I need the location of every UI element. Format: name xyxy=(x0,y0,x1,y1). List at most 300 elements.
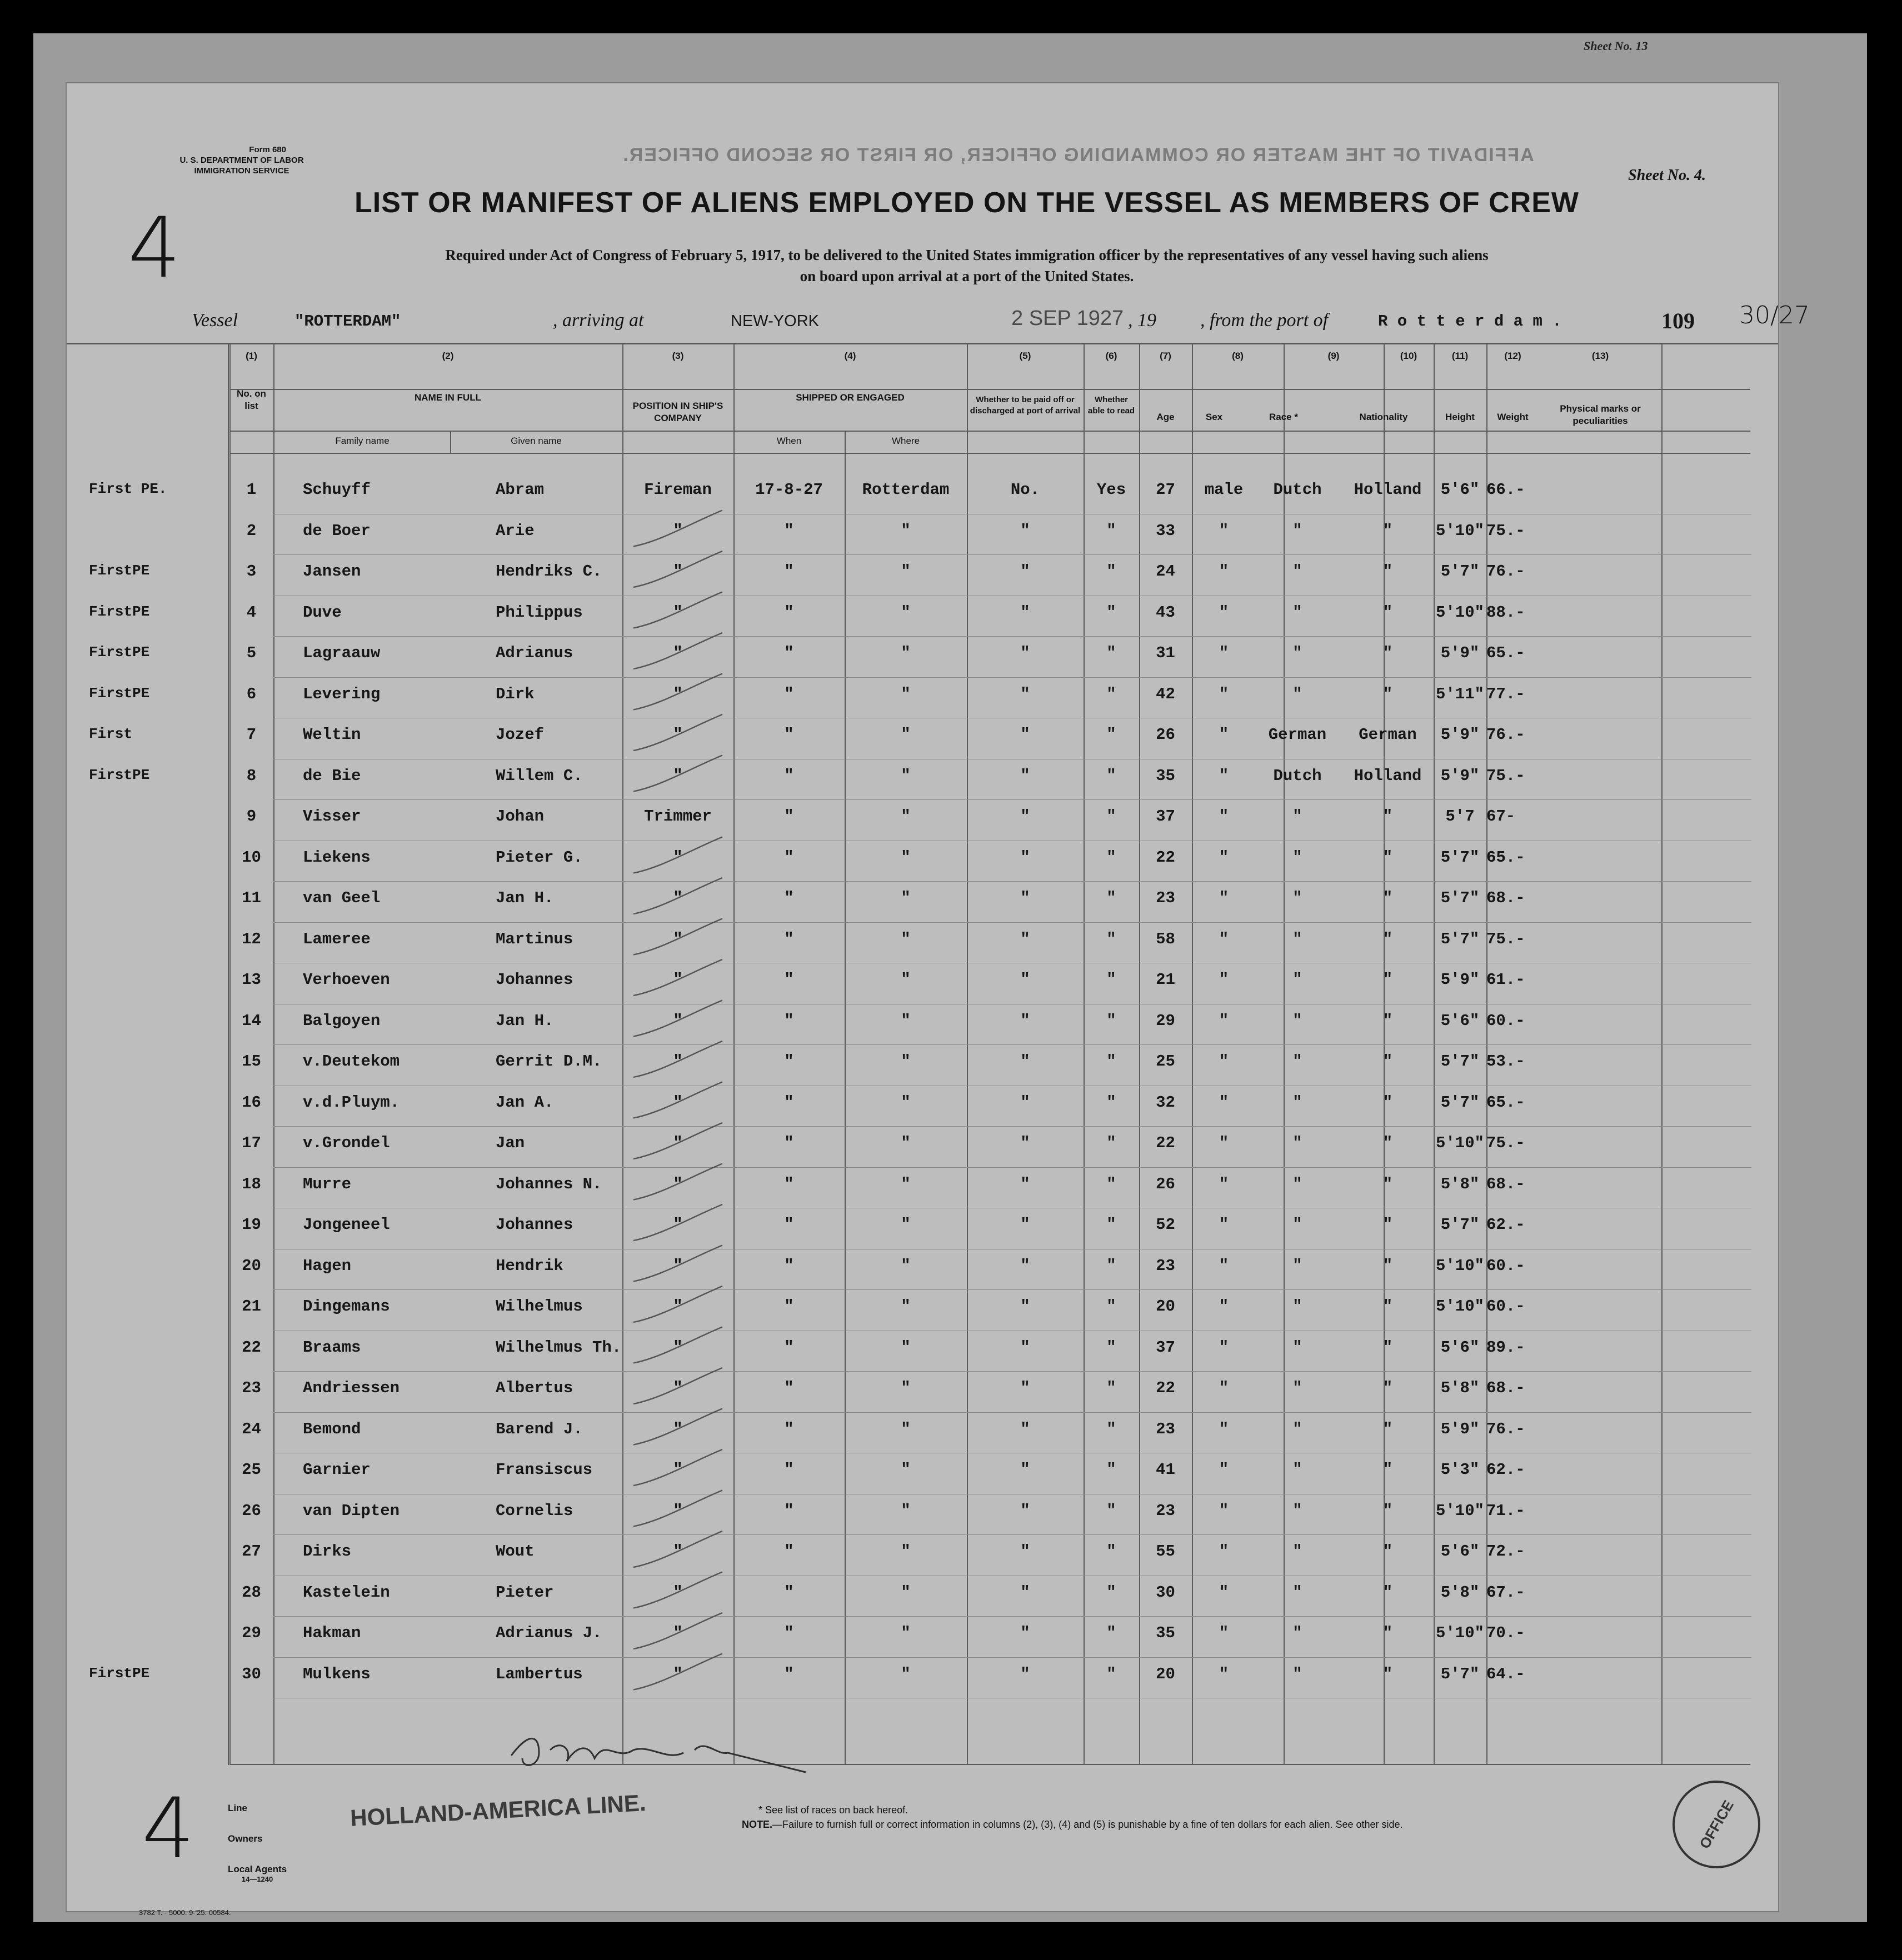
cell-age: 31 xyxy=(1156,644,1175,662)
office-stamp: OFFICE xyxy=(1656,1764,1776,1884)
cell-paid: " xyxy=(1020,726,1030,744)
cell-position: " xyxy=(673,1093,683,1112)
cell-given: Willem C. xyxy=(496,766,583,785)
col-num-11: (11) xyxy=(1451,351,1469,361)
cell-no: 17 xyxy=(242,1134,261,1152)
check-mark xyxy=(633,1368,722,1404)
row-rule xyxy=(273,881,1751,882)
cell-where: " xyxy=(901,1297,911,1316)
cell-read: " xyxy=(1106,684,1116,703)
cell-height: 5'7" xyxy=(1440,1052,1480,1071)
cell-note: FirstPE xyxy=(89,766,150,783)
cell-height: 5'9" xyxy=(1440,644,1480,662)
cell-where: " xyxy=(901,1583,911,1602)
cell-position: " xyxy=(673,1297,683,1316)
line-label: Line xyxy=(228,1803,247,1813)
check-mark xyxy=(633,1327,722,1363)
cell-sex: " xyxy=(1219,1542,1229,1561)
cell-when: " xyxy=(784,1338,794,1357)
col-num-5: (5) xyxy=(1019,351,1031,361)
cell-no: 2 xyxy=(246,521,257,540)
cell-where: " xyxy=(901,1052,911,1071)
cell-given: Jozef xyxy=(496,726,545,744)
cell-when: " xyxy=(784,1052,794,1071)
cell-no: 3 xyxy=(246,562,257,581)
cell-weight: 65.- xyxy=(1486,1093,1525,1112)
cell-paid: " xyxy=(1020,1093,1030,1112)
cell-no: 9 xyxy=(246,807,257,826)
cell-paid: " xyxy=(1020,1501,1030,1520)
cell-age: 33 xyxy=(1156,521,1175,540)
cell-given: Johannes xyxy=(496,1216,573,1234)
cell-height: 5'6" xyxy=(1440,1542,1480,1561)
col-num-9: (9) xyxy=(1327,351,1340,361)
cell-family: van Geel xyxy=(303,889,381,907)
cell-weight: 53.- xyxy=(1486,1052,1525,1071)
cell-given: Jan xyxy=(496,1134,525,1152)
form-subtitle: Required under Act of Congress of February 5, 1917, to be delivered to the United States immigration officer by the representatives of any vessel having such aliens on board upon arrival at a port of the United States. xyxy=(445,247,1489,284)
cell-sex: " xyxy=(1219,1256,1229,1275)
row-rule xyxy=(273,1289,1751,1290)
cell-paid: " xyxy=(1020,1297,1030,1316)
cell-race: " xyxy=(1292,889,1302,907)
cell-nat: " xyxy=(1382,1419,1393,1438)
cell-weight: 65.- xyxy=(1486,644,1525,662)
cell-age: 52 xyxy=(1156,1216,1175,1234)
cell-height: 5'8" xyxy=(1440,1379,1480,1397)
cell-read: " xyxy=(1106,1216,1116,1234)
cell-height: 5'8" xyxy=(1440,1583,1480,1602)
cell-sex: " xyxy=(1219,848,1229,867)
check-mark xyxy=(633,1613,722,1649)
cell-note: First xyxy=(89,726,133,742)
cell-paid: " xyxy=(1020,684,1030,703)
col-num-7: (7) xyxy=(1160,351,1171,361)
cell-race: " xyxy=(1292,521,1302,540)
cell-weight: 60.- xyxy=(1486,1256,1525,1275)
cell-sex: " xyxy=(1219,1338,1229,1357)
cell-race: " xyxy=(1292,603,1302,622)
cell-race: " xyxy=(1292,1216,1302,1234)
cell-age: 32 xyxy=(1156,1093,1175,1112)
cell-sex: " xyxy=(1219,521,1229,540)
cell-weight: 89.- xyxy=(1486,1338,1525,1357)
cell-nat: " xyxy=(1382,1134,1393,1152)
cell-race: " xyxy=(1292,1542,1302,1561)
cell-race: " xyxy=(1292,562,1302,581)
signature-icon xyxy=(506,1728,817,1778)
cell-nat: " xyxy=(1382,929,1393,948)
cell-height: 5'7" xyxy=(1440,848,1480,867)
cell-height: 5'9" xyxy=(1440,766,1480,785)
crew-count: 109 xyxy=(1661,308,1695,333)
handwritten-sheet-number: 4 xyxy=(128,200,181,297)
cell-sex: " xyxy=(1219,1011,1229,1030)
cell-race: Dutch xyxy=(1273,481,1322,499)
cell-paid: " xyxy=(1020,1419,1030,1438)
cell-nat: " xyxy=(1382,521,1393,540)
check-mark xyxy=(633,592,722,628)
cell-given: Adrianus J. xyxy=(496,1624,602,1642)
cell-position: " xyxy=(673,1461,683,1479)
cell-sex: " xyxy=(1219,971,1229,989)
cell-read: " xyxy=(1106,1052,1116,1071)
cell-sex: " xyxy=(1219,1419,1229,1438)
cell-read: " xyxy=(1106,726,1116,744)
col-header-age: Age xyxy=(1156,412,1175,422)
cell-height: 5'10" xyxy=(1435,1134,1484,1152)
cell-height: 5'6" xyxy=(1440,1011,1480,1030)
cell-where: " xyxy=(901,1338,911,1357)
cell-paid: " xyxy=(1020,1664,1030,1683)
cell-weight: 62.- xyxy=(1486,1461,1525,1479)
col-num-12: (12) xyxy=(1504,351,1521,361)
cell-paid: " xyxy=(1020,1216,1030,1234)
cell-weight: 68.- xyxy=(1486,1379,1525,1397)
cell-paid: " xyxy=(1020,1583,1030,1602)
cell-read: " xyxy=(1106,1419,1116,1438)
col-num-13: (13) xyxy=(1591,351,1609,361)
row-rule xyxy=(273,1126,1751,1127)
print-code: 3782 T. - 5000. 9-'25. 00584. xyxy=(139,1908,231,1917)
cell-when: " xyxy=(784,644,794,662)
cell-given: Fransiscus xyxy=(496,1461,593,1479)
cell-sex: " xyxy=(1219,1174,1229,1193)
check-mark xyxy=(633,1409,722,1445)
col-header-given: Given name xyxy=(511,436,562,446)
cell-family: Verhoeven xyxy=(303,971,390,989)
cell-nat: " xyxy=(1382,1256,1393,1275)
cell-no: 26 xyxy=(242,1501,261,1520)
cell-no: 25 xyxy=(242,1461,261,1479)
cell-where: " xyxy=(901,1419,911,1438)
check-mark xyxy=(633,837,722,873)
cell-family: Balgoyen xyxy=(303,1011,381,1030)
cell-sex: " xyxy=(1219,1134,1229,1152)
cell-where: " xyxy=(901,726,911,744)
col-divider xyxy=(228,343,229,1765)
cell-no: 12 xyxy=(242,929,261,948)
cell-no: 23 xyxy=(242,1379,261,1397)
cell-race: German xyxy=(1268,726,1327,744)
arriving-label: , arriving at xyxy=(553,310,644,331)
cell-age: 24 xyxy=(1156,562,1175,581)
cell-paid: " xyxy=(1020,1256,1030,1275)
cell-no: 29 xyxy=(242,1624,261,1642)
cell-age: 26 xyxy=(1156,1174,1175,1193)
table-bottom-border xyxy=(231,1764,1750,1765)
cell-read: " xyxy=(1106,603,1116,622)
cell-position: " xyxy=(673,562,683,581)
cell-age: 23 xyxy=(1156,1419,1175,1438)
cell-weight: 75.- xyxy=(1486,929,1525,948)
cell-given: Wilhelmus xyxy=(496,1297,583,1316)
cell-no: 14 xyxy=(242,1011,261,1030)
cell-nat: " xyxy=(1382,1379,1393,1397)
cell-nat: " xyxy=(1382,1011,1393,1030)
cell-family: v.Grondel xyxy=(303,1134,390,1152)
cell-where: Rotterdam xyxy=(862,481,950,499)
cell-position: " xyxy=(673,971,683,989)
cell-family: Jongeneel xyxy=(303,1216,390,1234)
cell-given: Gerrit D.M. xyxy=(496,1052,602,1071)
row-rule xyxy=(273,1616,1751,1617)
check-mark xyxy=(633,959,722,996)
cell-position: " xyxy=(673,1134,683,1152)
cell-weight: 76.- xyxy=(1486,1419,1525,1438)
cell-where: " xyxy=(901,521,911,540)
cell-nat: " xyxy=(1382,1297,1393,1316)
cell-where: " xyxy=(901,929,911,948)
cell-no: 1 xyxy=(246,481,257,499)
cell-nat: " xyxy=(1382,1174,1393,1193)
cell-when: " xyxy=(784,889,794,907)
cell-family: Hakman xyxy=(303,1624,361,1642)
cell-where: " xyxy=(901,971,911,989)
cell-when: " xyxy=(784,521,794,540)
col-divider xyxy=(1661,343,1663,1765)
cell-nat: " xyxy=(1382,848,1393,867)
cell-read: " xyxy=(1106,1379,1116,1397)
cell-sex: " xyxy=(1219,726,1229,744)
cell-position: " xyxy=(673,1174,683,1193)
cell-nat: " xyxy=(1382,1093,1393,1112)
check-mark xyxy=(633,551,722,587)
cell-paid: " xyxy=(1020,562,1030,581)
line-stamp: HOLLAND-AMERICA LINE. xyxy=(350,1789,647,1831)
cell-no: 11 xyxy=(242,889,261,907)
cell-given: Jan H. xyxy=(496,889,554,907)
row-rule xyxy=(273,677,1751,678)
cell-weight: 77.- xyxy=(1486,684,1525,703)
cell-no: 5 xyxy=(246,644,257,662)
cell-given: Wout xyxy=(496,1542,535,1561)
cell-race: " xyxy=(1292,1297,1302,1316)
cell-where: " xyxy=(901,1379,911,1397)
cell-position: " xyxy=(673,1542,683,1561)
cell-note: FirstPE xyxy=(89,1664,150,1682)
cell-read: Yes xyxy=(1096,481,1126,499)
cell-no: 18 xyxy=(242,1174,261,1193)
cell-height: 5'6" xyxy=(1440,1338,1480,1357)
cell-no: 22 xyxy=(242,1338,261,1357)
cell-family: Liekens xyxy=(303,848,371,867)
cell-weight: 60.- xyxy=(1486,1297,1525,1316)
cell-height: 5'7" xyxy=(1440,562,1480,581)
cell-paid: " xyxy=(1020,889,1030,907)
cell-read: " xyxy=(1106,929,1116,948)
cell-when: " xyxy=(784,1256,794,1275)
cell-weight: 61.- xyxy=(1486,971,1525,989)
cell-family: Lameree xyxy=(303,929,371,948)
cell-weight: 70.- xyxy=(1486,1624,1525,1642)
cell-sex: " xyxy=(1219,929,1229,948)
cell-when: " xyxy=(784,1297,794,1316)
cell-race: " xyxy=(1292,1093,1302,1112)
cell-when: " xyxy=(784,807,794,826)
handwritten-number-bottom: 4 xyxy=(142,1781,195,1877)
cell-note: FirstPE xyxy=(89,562,150,579)
cell-weight: 65.- xyxy=(1486,848,1525,867)
cell-when: " xyxy=(784,1379,794,1397)
cell-weight: 88.- xyxy=(1486,603,1525,622)
cell-family: Schuyff xyxy=(303,481,371,499)
cell-position: " xyxy=(673,1379,683,1397)
cell-family: de Boer xyxy=(303,521,371,540)
cell-when: " xyxy=(784,766,794,785)
cell-sex: " xyxy=(1219,1052,1229,1071)
cell-nat: " xyxy=(1382,684,1393,703)
cell-age: 27 xyxy=(1156,481,1175,499)
cell-weight: 60.- xyxy=(1486,1011,1525,1030)
cell-family: Duve xyxy=(303,603,342,622)
cell-weight: 76.- xyxy=(1486,726,1525,744)
agents-label: Local Agents 14—1240 xyxy=(228,1864,287,1883)
form-header: Form 680 U. S. DEPARTMENT OF LABOR IMMIGRATION SERVICE xyxy=(179,145,304,176)
cell-no: 10 xyxy=(242,848,261,867)
cell-sex: " xyxy=(1219,1624,1229,1642)
cell-given: Albertus xyxy=(496,1379,573,1397)
cell-position: " xyxy=(673,889,683,907)
header-divider xyxy=(231,431,1750,432)
cell-family: Weltin xyxy=(303,726,361,744)
cell-sex: " xyxy=(1219,1297,1229,1316)
cell-given: Johan xyxy=(496,807,545,826)
cell-read: " xyxy=(1106,848,1116,867)
cell-position: " xyxy=(673,766,683,785)
cell-nat: German xyxy=(1359,726,1417,744)
cell-family: Lagraauw xyxy=(303,644,381,662)
cell-position: " xyxy=(673,848,683,867)
cell-age: 25 xyxy=(1156,1052,1175,1071)
cell-no: 20 xyxy=(242,1256,261,1275)
cell-when: " xyxy=(784,1542,794,1561)
cell-read: " xyxy=(1106,521,1116,540)
cell-age: 22 xyxy=(1156,848,1175,867)
cell-age: 30 xyxy=(1156,1583,1175,1602)
cell-where: " xyxy=(901,1216,911,1234)
cell-position: " xyxy=(673,929,683,948)
check-mark xyxy=(633,674,722,710)
cell-age: 55 xyxy=(1156,1542,1175,1561)
cell-no: 7 xyxy=(246,726,257,744)
check-mark xyxy=(633,1082,722,1118)
cell-no: 15 xyxy=(242,1052,261,1071)
cell-weight: 75.- xyxy=(1486,1134,1525,1152)
cell-family: Visser xyxy=(303,807,361,826)
form-title: LIST OR MANIFEST OF ALIENS EMPLOYED ON THE VESSEL AS MEMBERS OF CREW xyxy=(355,187,1579,219)
cell-when: " xyxy=(784,1624,794,1642)
cell-paid: " xyxy=(1020,603,1030,622)
cell-nat: " xyxy=(1382,971,1393,989)
cell-paid: " xyxy=(1020,644,1030,662)
cell-weight: 75.- xyxy=(1486,521,1525,540)
cell-paid: " xyxy=(1020,1379,1030,1397)
header-divider xyxy=(231,389,1750,390)
cell-nat: " xyxy=(1382,644,1393,662)
cell-read: " xyxy=(1106,1501,1116,1520)
row-rule xyxy=(273,1534,1751,1535)
cell-paid: " xyxy=(1020,1134,1030,1152)
cell-read: " xyxy=(1106,1664,1116,1683)
col-divider xyxy=(273,343,274,1765)
cell-position: " xyxy=(673,726,683,744)
cell-when: " xyxy=(784,1461,794,1479)
cell-given: Jan A. xyxy=(496,1093,554,1112)
cell-when: " xyxy=(784,1134,794,1152)
col-header-race: Race * xyxy=(1269,412,1298,422)
cell-when: " xyxy=(784,603,794,622)
vessel-name: "ROTTERDAM" xyxy=(294,312,401,331)
cell-paid: " xyxy=(1020,971,1030,989)
row-rule xyxy=(273,922,1751,923)
cell-where: " xyxy=(901,1134,911,1152)
cell-where: " xyxy=(901,889,911,907)
cell-family: Braams xyxy=(303,1338,361,1357)
cell-family: Murre xyxy=(303,1174,352,1193)
cell-paid: " xyxy=(1020,848,1030,867)
cell-where: " xyxy=(901,684,911,703)
cell-when: " xyxy=(784,1501,794,1520)
cell-when: " xyxy=(784,1216,794,1234)
cell-given: Hendrik xyxy=(496,1256,563,1275)
cell-family: v.d.Pluym. xyxy=(303,1093,400,1112)
cell-weight: 64.- xyxy=(1486,1664,1525,1683)
cell-race: " xyxy=(1292,1419,1302,1438)
cell-family: Levering xyxy=(303,684,381,703)
cell-position: " xyxy=(673,1338,683,1357)
cell-position: " xyxy=(673,1011,683,1030)
row-rule xyxy=(273,1167,1751,1168)
cell-sex: " xyxy=(1219,889,1229,907)
cell-no: 30 xyxy=(242,1664,261,1683)
col-header-name: NAME IN FULL xyxy=(415,392,481,403)
cell-given: Johannes xyxy=(496,971,573,989)
vessel-label: Vessel xyxy=(192,310,238,331)
cell-no: 24 xyxy=(242,1419,261,1438)
cell-given: Philippus xyxy=(496,603,583,622)
cell-read: " xyxy=(1106,766,1116,785)
cell-when: " xyxy=(784,1011,794,1030)
cell-age: 22 xyxy=(1156,1134,1175,1152)
cell-family: Jansen xyxy=(303,562,361,581)
col-header-family: Family name xyxy=(335,436,390,446)
check-mark xyxy=(633,1286,722,1322)
cell-read: " xyxy=(1106,971,1116,989)
cell-position: " xyxy=(673,1216,683,1234)
col-num-3: (3) xyxy=(672,351,684,361)
header-divider xyxy=(231,453,1750,454)
row-rule xyxy=(273,1044,1751,1045)
cell-position: " xyxy=(673,521,683,540)
cell-read: " xyxy=(1106,1338,1116,1357)
check-mark xyxy=(633,1041,722,1077)
cell-read: " xyxy=(1106,644,1116,662)
check-mark xyxy=(633,1572,722,1608)
cell-when: " xyxy=(784,848,794,867)
cell-age: 20 xyxy=(1156,1297,1175,1316)
table-top-border xyxy=(67,343,1778,344)
cell-race: " xyxy=(1292,848,1302,867)
cell-nat: " xyxy=(1382,603,1393,622)
cell-where: " xyxy=(901,1542,911,1561)
cell-height: 5'10" xyxy=(1435,1624,1484,1642)
col-header-shipped: SHIPPED OR ENGAGED xyxy=(796,392,905,403)
cell-when: " xyxy=(784,562,794,581)
cell-read: " xyxy=(1106,1011,1116,1030)
cell-sex: " xyxy=(1219,684,1229,703)
cell-position: " xyxy=(673,684,683,703)
